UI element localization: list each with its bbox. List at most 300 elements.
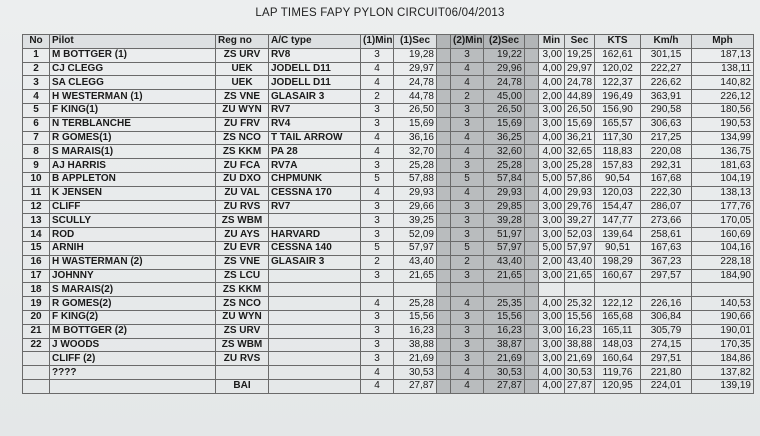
cell-mph: 181,63: [692, 159, 754, 173]
cell-sec2: 57,84: [484, 172, 525, 186]
table-row: [23, 186, 754, 200]
cell-no: [23, 379, 50, 393]
cell-min: 3,00: [539, 103, 565, 117]
header-pilot: Pilot: [50, 35, 216, 49]
cell-min1: 3: [361, 159, 394, 173]
cell-reg-no: ZS NCO: [216, 297, 269, 311]
cell-kmh: 167,63: [641, 241, 692, 255]
table-row: [23, 255, 754, 269]
cell-min2: 4: [451, 145, 484, 159]
cell-min: 3,00: [539, 159, 565, 173]
table-row: [23, 228, 754, 242]
cell-sec2: 21,69: [484, 352, 525, 366]
cell-sec1: 39,25: [394, 214, 437, 228]
cell-ac-type: GLASAIR 3: [269, 255, 361, 269]
cell-sec: 16,23: [565, 324, 595, 338]
cell-reg-no: ZU AYS: [216, 228, 269, 242]
cell-sec1: 38,88: [394, 338, 437, 352]
cell-min1: 2: [361, 255, 394, 269]
cell-sec2: 24,78: [484, 76, 525, 90]
cell-reg-no: ZS VNE: [216, 90, 269, 104]
cell-min1: 4: [361, 76, 394, 90]
cell-reg-no: ZS KKM: [216, 145, 269, 159]
cell-gap2: [525, 76, 539, 90]
cell-reg-no: ZS NCO: [216, 131, 269, 145]
cell-min1: 3: [361, 310, 394, 324]
cell-gap2: [525, 352, 539, 366]
cell-sec: 29,76: [565, 200, 595, 214]
cell-sec2: 15,69: [484, 117, 525, 131]
cell-min1: 4: [361, 62, 394, 76]
cell-reg-no: ZS LCU: [216, 269, 269, 283]
cell-mph: 190,53: [692, 117, 754, 131]
cell-sec2: 57,97: [484, 241, 525, 255]
cell-no: 18: [23, 283, 50, 297]
cell-ac-type: [269, 269, 361, 283]
table-row: [23, 269, 754, 283]
cell-gap1: [437, 255, 451, 269]
cell-gap2: [525, 103, 539, 117]
cell-gap1: [437, 241, 451, 255]
cell-kts: 160,64: [595, 352, 641, 366]
cell-min1: 3: [361, 48, 394, 62]
cell-mph: 104,19: [692, 172, 754, 186]
cell-min2: 3: [451, 338, 484, 352]
cell-sec: 38,88: [565, 338, 595, 352]
header-sec2: (2)Sec: [484, 35, 525, 49]
table-row: [23, 324, 754, 338]
cell-sec1: 25,28: [394, 297, 437, 311]
cell-sec1: 57,97: [394, 241, 437, 255]
cell-no: 14: [23, 228, 50, 242]
cell-gap1: [437, 103, 451, 117]
cell-kmh: 226,16: [641, 297, 692, 311]
table-row: [23, 241, 754, 255]
table-row: [23, 131, 754, 145]
cell-no: 4: [23, 90, 50, 104]
cell-sec: 52,03: [565, 228, 595, 242]
cell-min: 4,00: [539, 297, 565, 311]
table-row: [23, 159, 754, 173]
cell-gap1: [437, 269, 451, 283]
cell-pilot: K JENSEN: [50, 186, 216, 200]
cell-no: 20: [23, 310, 50, 324]
cell-sec1: 30,53: [394, 366, 437, 380]
cell-gap1: [437, 310, 451, 324]
cell-gap2: [525, 324, 539, 338]
cell-gap2: [525, 62, 539, 76]
cell-sec1: 15,69: [394, 117, 437, 131]
cell-min1: 4: [361, 379, 394, 393]
cell-min2: 3: [451, 48, 484, 62]
cell-kmh: 217,25: [641, 131, 692, 145]
cell-sec2: 36,25: [484, 131, 525, 145]
cell-gap1: [437, 352, 451, 366]
cell-sec1: 29,97: [394, 62, 437, 76]
cell-gap2: [525, 159, 539, 173]
cell-min2: 3: [451, 324, 484, 338]
cell-gap1: [437, 214, 451, 228]
cell-ac-type: GLASAIR 3: [269, 90, 361, 104]
cell-reg-no: UEK: [216, 62, 269, 76]
cell-reg-no: ZU WYN: [216, 103, 269, 117]
cell-gap2: [525, 90, 539, 104]
cell-min: 4,00: [539, 145, 565, 159]
table-body: [23, 48, 754, 393]
cell-kts: 119,76: [595, 366, 641, 380]
cell-sec: 36,21: [565, 131, 595, 145]
cell-no: 6: [23, 117, 50, 131]
cell-kmh: 306,84: [641, 310, 692, 324]
cell-pilot: AJ HARRIS: [50, 159, 216, 173]
cell-pilot: M BOTTGER (2): [50, 324, 216, 338]
cell-sec1: 21,69: [394, 352, 437, 366]
cell-sec: 24,78: [565, 76, 595, 90]
cell-no: 21: [23, 324, 50, 338]
table-row: [23, 283, 754, 297]
cell-min: 5,00: [539, 241, 565, 255]
cell-reg-no: ZS URV: [216, 48, 269, 62]
cell-sec: 44,89: [565, 90, 595, 104]
header-mph: Mph: [692, 35, 754, 49]
cell-sec2: 27,87: [484, 379, 525, 393]
cell-sec2: 43,40: [484, 255, 525, 269]
cell-mph: 184,86: [692, 352, 754, 366]
cell-gap2: [525, 131, 539, 145]
cell-min2: 4: [451, 62, 484, 76]
cell-min1: 4: [361, 186, 394, 200]
cell-min1: 3: [361, 338, 394, 352]
cell-kts: 139,64: [595, 228, 641, 242]
cell-kmh: [641, 283, 692, 297]
cell-sec2: 25,35: [484, 297, 525, 311]
cell-mph: 184,90: [692, 269, 754, 283]
cell-sec2: [484, 283, 525, 297]
cell-min: 3,00: [539, 352, 565, 366]
cell-mph: 177,76: [692, 200, 754, 214]
cell-min1: 4: [361, 297, 394, 311]
cell-no: 17: [23, 269, 50, 283]
cell-kmh: 297,57: [641, 269, 692, 283]
cell-mph: 137,82: [692, 366, 754, 380]
cell-sec2: 19,22: [484, 48, 525, 62]
cell-reg-no: ZU RVS: [216, 352, 269, 366]
cell-ac-type: [269, 379, 361, 393]
cell-kts: 162,61: [595, 48, 641, 62]
cell-gap1: [437, 366, 451, 380]
cell-sec1: 36,16: [394, 131, 437, 145]
cell-ac-type: T TAIL ARROW: [269, 131, 361, 145]
cell-pilot: F KING(1): [50, 103, 216, 117]
cell-min: 4,00: [539, 366, 565, 380]
cell-gap1: [437, 283, 451, 297]
cell-sec: 19,25: [565, 48, 595, 62]
cell-kts: 156,90: [595, 103, 641, 117]
cell-no: [23, 366, 50, 380]
cell-sec2: 29,85: [484, 200, 525, 214]
cell-mph: 170,05: [692, 214, 754, 228]
header-min1: (1)Min: [361, 35, 394, 49]
cell-min2: 4: [451, 131, 484, 145]
cell-mph: 190,01: [692, 324, 754, 338]
cell-sec2: 15,56: [484, 310, 525, 324]
cell-mph: [692, 283, 754, 297]
cell-min2: 4: [451, 76, 484, 90]
cell-pilot: ????: [50, 366, 216, 380]
cell-pilot: R GOMES(2): [50, 297, 216, 311]
cell-gap2: [525, 214, 539, 228]
cell-ac-type: [269, 338, 361, 352]
cell-no: 22: [23, 338, 50, 352]
cell-no: 7: [23, 131, 50, 145]
cell-ac-type: JODELL D11: [269, 76, 361, 90]
cell-mph: 140,82: [692, 76, 754, 90]
table-row: [23, 76, 754, 90]
cell-sec: 29,93: [565, 186, 595, 200]
cell-kmh: 220,08: [641, 145, 692, 159]
cell-kts: 165,57: [595, 117, 641, 131]
cell-mph: 180,56: [692, 103, 754, 117]
cell-min: 2,00: [539, 255, 565, 269]
cell-min2: 3: [451, 310, 484, 324]
cell-pilot: CJ CLEGG: [50, 62, 216, 76]
cell-gap1: [437, 90, 451, 104]
cell-min: 3,00: [539, 200, 565, 214]
cell-min: 3,00: [539, 324, 565, 338]
cell-ac-type: [269, 366, 361, 380]
cell-sec1: 16,23: [394, 324, 437, 338]
table-header-row: [23, 35, 754, 49]
cell-reg-no: ZS VNE: [216, 255, 269, 269]
cell-kts: 118,83: [595, 145, 641, 159]
cell-min2: 4: [451, 379, 484, 393]
cell-kmh: 224,01: [641, 379, 692, 393]
cell-pilot: M BOTTGER (1): [50, 48, 216, 62]
cell-gap2: [525, 366, 539, 380]
cell-min2: 3: [451, 228, 484, 242]
table-row: [23, 379, 754, 393]
cell-gap1: [437, 297, 451, 311]
cell-no: 2: [23, 62, 50, 76]
cell-sec: 25,28: [565, 159, 595, 173]
cell-min2: 3: [451, 159, 484, 173]
header-ac-type: A/C type: [269, 35, 361, 49]
cell-min: 3,00: [539, 338, 565, 352]
cell-reg-no: ZS URV: [216, 324, 269, 338]
cell-sec2: 29,93: [484, 186, 525, 200]
cell-sec1: 27,87: [394, 379, 437, 393]
cell-reg-no: ZU EVR: [216, 241, 269, 255]
cell-sec2: 26,50: [484, 103, 525, 117]
cell-pilot: CLIFF: [50, 200, 216, 214]
cell-no: 16: [23, 255, 50, 269]
cell-min: 3,00: [539, 117, 565, 131]
table-row: [23, 90, 754, 104]
cell-kts: 90,54: [595, 172, 641, 186]
cell-kts: 120,03: [595, 186, 641, 200]
cell-kts: 90,51: [595, 241, 641, 255]
cell-min1: 5: [361, 241, 394, 255]
cell-sec1: [394, 283, 437, 297]
header-no: No: [23, 35, 50, 49]
cell-ac-type: [269, 324, 361, 338]
cell-no: 10: [23, 172, 50, 186]
cell-reg-no: ZU RVS: [216, 200, 269, 214]
cell-sec: 25,32: [565, 297, 595, 311]
cell-gap1: [437, 131, 451, 145]
cell-sec1: 43,40: [394, 255, 437, 269]
cell-mph: 134,99: [692, 131, 754, 145]
cell-kts: 198,29: [595, 255, 641, 269]
cell-sec: 32,65: [565, 145, 595, 159]
cell-reg-no: ZU WYN: [216, 310, 269, 324]
cell-sec: 43,40: [565, 255, 595, 269]
cell-sec1: 52,09: [394, 228, 437, 242]
table-row: [23, 352, 754, 366]
cell-mph: 138,11: [692, 62, 754, 76]
cell-min: 3,00: [539, 214, 565, 228]
cell-gap1: [437, 228, 451, 242]
cell-sec: 30,53: [565, 366, 595, 380]
cell-kmh: 222,27: [641, 62, 692, 76]
cell-kmh: 286,07: [641, 200, 692, 214]
cell-kmh: 258,61: [641, 228, 692, 242]
cell-gap2: [525, 117, 539, 131]
cell-kmh: 301,15: [641, 48, 692, 62]
cell-gap1: [437, 186, 451, 200]
table-row: [23, 297, 754, 311]
cell-kmh: 167,68: [641, 172, 692, 186]
cell-gap1: [437, 62, 451, 76]
cell-sec: 21,65: [565, 269, 595, 283]
cell-min: 3,00: [539, 269, 565, 283]
cell-sec: 15,56: [565, 310, 595, 324]
cell-kmh: 367,23: [641, 255, 692, 269]
cell-reg-no: ZU DXO: [216, 172, 269, 186]
cell-kmh: 273,66: [641, 214, 692, 228]
cell-sec1: 29,93: [394, 186, 437, 200]
cell-pilot: N TERBLANCHE: [50, 117, 216, 131]
cell-sec1: 21,65: [394, 269, 437, 283]
cell-kmh: 305,79: [641, 324, 692, 338]
cell-ac-type: RV7A: [269, 159, 361, 173]
cell-min2: 4: [451, 297, 484, 311]
cell-min2: 4: [451, 186, 484, 200]
cell-reg-no: ZS KKM: [216, 283, 269, 297]
cell-min1: 3: [361, 214, 394, 228]
cell-ac-type: RV7: [269, 200, 361, 214]
cell-reg-no: ZU VAL: [216, 186, 269, 200]
cell-min: [539, 283, 565, 297]
cell-mph: 136,75: [692, 145, 754, 159]
cell-gap2: [525, 48, 539, 62]
table-row: [23, 338, 754, 352]
cell-min2: 2: [451, 90, 484, 104]
header-reg-no: Reg no: [216, 35, 269, 49]
cell-min2: 5: [451, 172, 484, 186]
cell-min: 5,00: [539, 172, 565, 186]
cell-gap1: [437, 379, 451, 393]
cell-pilot: CLIFF (2): [50, 352, 216, 366]
cell-no: 12: [23, 200, 50, 214]
cell-kts: 147,77: [595, 214, 641, 228]
cell-sec1: 26,50: [394, 103, 437, 117]
cell-sec: 15,69: [565, 117, 595, 131]
table-row: [23, 145, 754, 159]
cell-min2: 3: [451, 214, 484, 228]
cell-gap1: [437, 324, 451, 338]
cell-min2: 3: [451, 117, 484, 131]
cell-pilot: SA CLEGG: [50, 76, 216, 90]
cell-min: 2,00: [539, 90, 565, 104]
cell-pilot: S MARAIS(2): [50, 283, 216, 297]
cell-no: 9: [23, 159, 50, 173]
cell-gap2: [525, 338, 539, 352]
cell-reg-no: [216, 366, 269, 380]
cell-no: 15: [23, 241, 50, 255]
cell-ac-type: JODELL D11: [269, 62, 361, 76]
cell-min: 4,00: [539, 379, 565, 393]
cell-kmh: 363,91: [641, 90, 692, 104]
cell-kts: 165,11: [595, 324, 641, 338]
cell-sec: 21,69: [565, 352, 595, 366]
cell-no: 8: [23, 145, 50, 159]
cell-gap2: [525, 297, 539, 311]
cell-ac-type: [269, 283, 361, 297]
cell-gap2: [525, 255, 539, 269]
cell-pilot: JOHNNY: [50, 269, 216, 283]
cell-kts: 122,37: [595, 76, 641, 90]
cell-min: 3,00: [539, 310, 565, 324]
cell-min2: 3: [451, 269, 484, 283]
header-sec1: (1)Sec: [394, 35, 437, 49]
cell-pilot: R GOMES(1): [50, 131, 216, 145]
cell-mph: 226,12: [692, 90, 754, 104]
cell-sec1: 19,28: [394, 48, 437, 62]
cell-min1: 3: [361, 117, 394, 131]
cell-reg-no: ZS WBM: [216, 214, 269, 228]
cell-sec: 39,27: [565, 214, 595, 228]
cell-kts: 120,02: [595, 62, 641, 76]
cell-sec1: 15,56: [394, 310, 437, 324]
table-row: [23, 366, 754, 380]
cell-reg-no: BAI: [216, 379, 269, 393]
cell-gap1: [437, 338, 451, 352]
cell-kmh: 292,31: [641, 159, 692, 173]
cell-ac-type: [269, 297, 361, 311]
cell-no: 11: [23, 186, 50, 200]
cell-ac-type: RV7: [269, 103, 361, 117]
cell-min1: 3: [361, 352, 394, 366]
table-row: [23, 103, 754, 117]
cell-no: 1: [23, 48, 50, 62]
cell-kmh: 226,62: [641, 76, 692, 90]
cell-kts: 120,95: [595, 379, 641, 393]
cell-min2: 2: [451, 255, 484, 269]
table-row: [23, 48, 754, 62]
cell-sec1: 24,78: [394, 76, 437, 90]
cell-kts: 157,83: [595, 159, 641, 173]
cell-sec2: 21,65: [484, 269, 525, 283]
cell-sec2: 25,28: [484, 159, 525, 173]
cell-min: 3,00: [539, 228, 565, 242]
header-kmh: Km/h: [641, 35, 692, 49]
cell-reg-no: ZS WBM: [216, 338, 269, 352]
cell-min: 3,00: [539, 48, 565, 62]
cell-ac-type: CESSNA 170: [269, 186, 361, 200]
cell-gap1: [437, 200, 451, 214]
cell-gap1: [437, 172, 451, 186]
